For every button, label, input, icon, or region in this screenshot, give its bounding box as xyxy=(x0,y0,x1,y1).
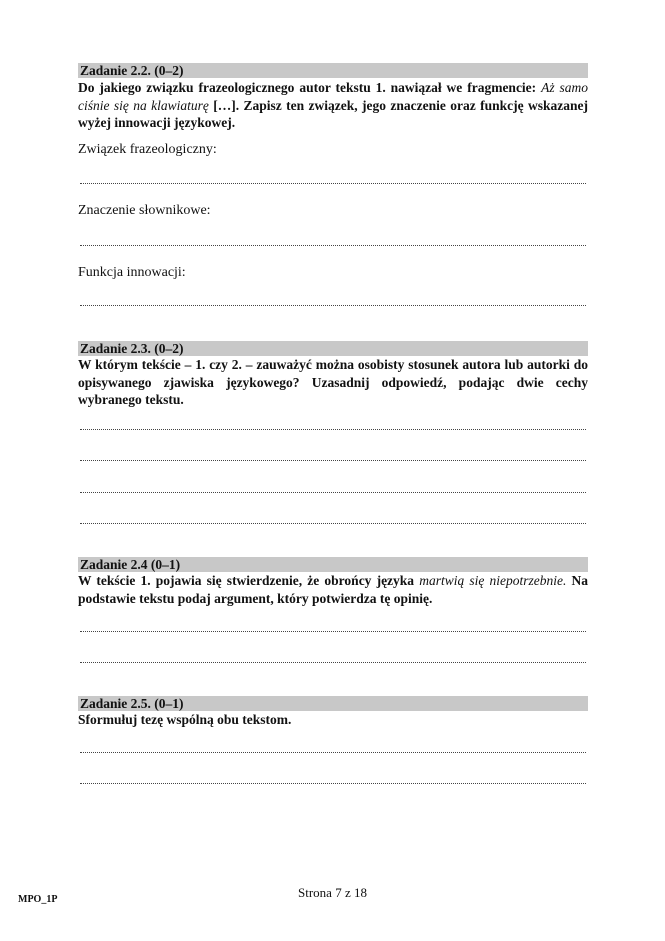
answer-line[interactable] xyxy=(80,631,586,632)
exam-code: MPO_1P xyxy=(18,894,58,905)
answer-line[interactable] xyxy=(80,429,586,430)
task-2-2-header: Zadanie 2.2. (0–2) xyxy=(78,63,588,78)
answer-line[interactable] xyxy=(80,492,586,493)
question-text: Do jakiego związku frazeologicznego autor tekstu 1. nawiązał we fragmencie: xyxy=(78,80,542,95)
question-text: W tekście 1. pojawia się stwierdzenie, że obrońcy języka xyxy=(78,573,420,588)
answer-line[interactable] xyxy=(80,662,586,663)
field-label-phraseologism: Związek frazeologiczny: xyxy=(78,142,217,157)
question-text: Na podstawie tekstu podaj argument, który potwierdza tę opinię. xyxy=(78,573,588,606)
task-2-3-question: W którym tekście – 1. czy 2. – zauważyć można osobisty stosunek autora lub autorki do opisywanego zjawiska językowego? Uzasadnij odpowiedź, podając dwie cechy wybranego tekstu. xyxy=(78,357,588,407)
task-2-5-question: Sformułuj tezę wspólną obu tekstom. xyxy=(78,712,292,727)
quoted-fragment: martwią się niepotrzebnie. xyxy=(419,573,567,588)
answer-line[interactable] xyxy=(80,783,586,784)
answer-line[interactable] xyxy=(80,305,586,306)
field-label-innovation-function: Funkcja innowacji: xyxy=(78,265,186,280)
task-2-2-question xyxy=(78,79,588,132)
answer-line[interactable] xyxy=(80,752,586,753)
question-text: […]. Zapisz ten związek, jego znaczenie oraz funkcję wskazanej wyżej innowacji językowej. xyxy=(78,97,588,130)
task-2-4-header: Zadanie 2.4 (0–1) xyxy=(78,557,588,572)
page-number: Strona 7 z 18 xyxy=(298,885,367,900)
task-2-5-header: Zadanie 2.5. (0–1) xyxy=(78,696,588,711)
answer-line[interactable] xyxy=(80,460,586,461)
task-2-4-question xyxy=(78,572,588,607)
answer-line[interactable] xyxy=(80,523,586,524)
quoted-fragment: Aż samo ciśnie się na klawiaturę xyxy=(78,80,588,113)
task-2-3-header: Zadanie 2.3. (0–2) xyxy=(78,341,588,356)
answer-line[interactable] xyxy=(80,245,586,246)
field-label-dictionary-meaning: Znaczenie słownikowe: xyxy=(78,203,211,218)
answer-line[interactable] xyxy=(80,183,586,184)
